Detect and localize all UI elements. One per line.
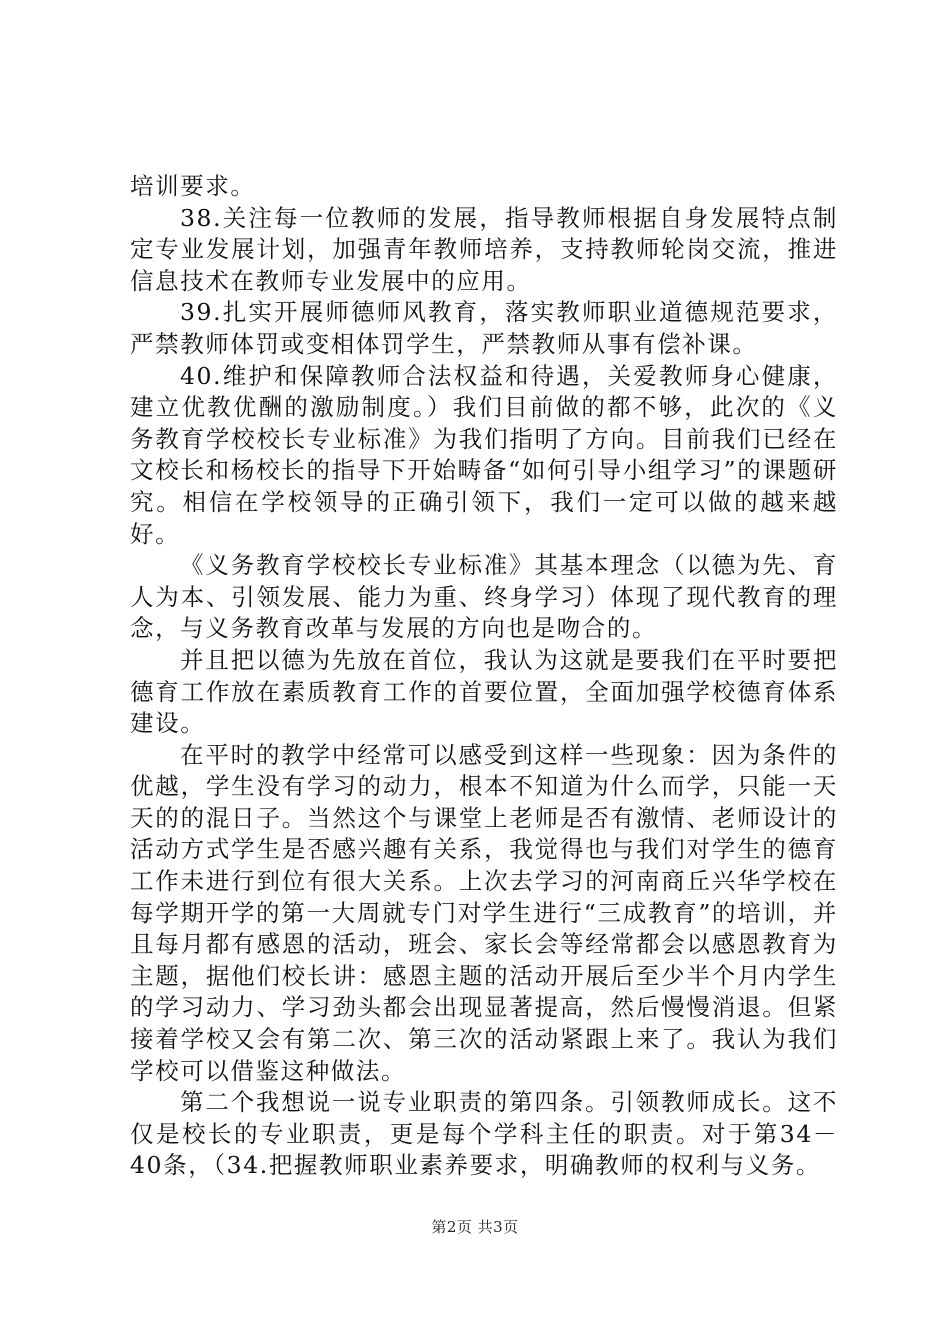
paragraph-item-38: 38.关注每一位教师的发展，指导教师根据自身发展特点制定专业发展计划，加强青年教师培养，支持教师轮岗交流，推进信息技术在教师专业发展中的应用。 [130,203,838,295]
paragraph-teaching-observations: 在平时的教学中经常可以感受到这样一些现象：因为条件的优越，学生没有学习的动力，根本不知道为什么而学，只能一天天的的混日子。当然这个与课堂上老师是否有激情、老师设计的活动方式学生是否感兴趣有关系，我觉得也与我们对学生的德育工作未进行到位有很大关系。上次去学习的河南商丘兴华学校在每学期开学的第一大周就专门对学生进行“三成教育”的培训，并且每月都有感恩的活动，班会、家长会等经常都会以感恩教育为主题，据他们校长讲：感恩主题的活动开展后至少半个月内学生的学习动力、学习劲头都会出现显著提高，然后慢慢消退。但紧接着学校又会有第二次、第三次的活动紧跟上来了。我认为我们学校可以借鉴这种做法。 [130,740,838,1085]
paragraph-item-39: 39.扎实开展师德师风教育，落实教师职业道德规范要求，严禁教师体罚或变相体罚学生，严禁教师从事有偿补课。 [130,298,838,358]
document-body [130,171,838,1182]
paragraph-basic-concepts: 《义务教育学校校长专业标准》其基本理念（以德为先、育人为本、引领发展、能力为重、终身学习）体现了现代教育的理念，与义务教育改革与发展的方向也是吻合的。 [130,551,838,643]
paragraph-continuation: 培训要求。 [130,172,256,200]
page-number-footer: 第2页 共3页 [431,1218,519,1236]
paragraph-moral-education: 并且把以德为先放在首位，我认为这就是要我们在平时要把德育工作放在素质教育工作的首要位置，全面加强学校德育体系建设。 [130,645,838,738]
paragraph-item-40: 40.维护和保障教师合法权益和待遇，关爱教师身心健康，建立优教优酬的激励制度。）我们目前做的都不够，此次的《义务教育学校校长专业标准》为我们指明了方向。目前我们已经在文校长和杨校长的指导下开始畴备“如何引导小组学习”的课题研究。相信在学校领导的正确引领下，我们一定可以做的越来越好。 [130,361,838,548]
paragraph-professional-duties: 第二个我想说一说专业职责的第四条。引领教师成长。这不仅是校长的专业职责，更是每个学科主任的职责。对于第34－40条，（34.把握教师职业素养要求，明确教师的权利与义务。 [130,1088,838,1180]
